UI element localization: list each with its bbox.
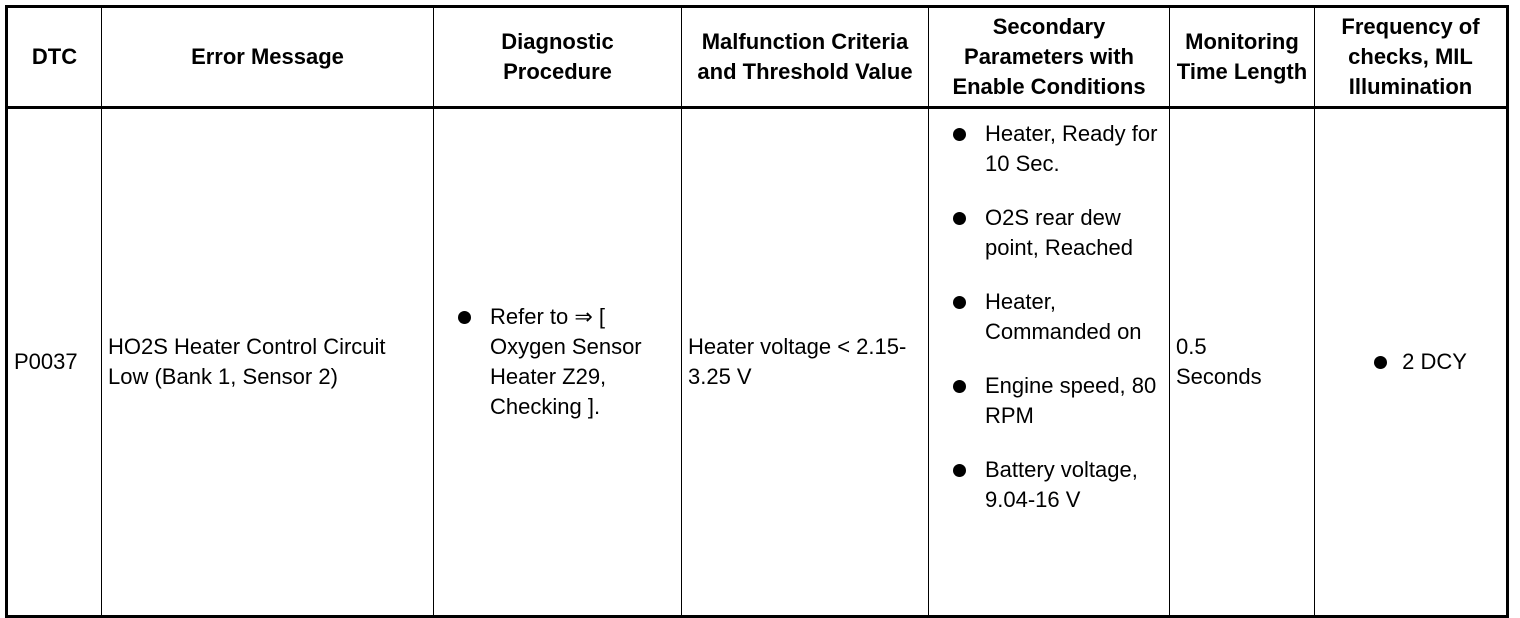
frequency-cell xyxy=(1315,108,1508,617)
header-malfunction-criteria: Malfunction Criteria and Threshold Value xyxy=(682,7,929,108)
list-item xyxy=(935,287,1163,347)
dtc-table xyxy=(5,5,1509,618)
frequency-text: 2 DCY xyxy=(1402,349,1467,374)
error-message: HO2S Heater Control Circuit Low (Bank 1, Sensor 2) xyxy=(102,108,434,617)
list-item xyxy=(1354,347,1467,377)
list-item xyxy=(935,371,1163,431)
header-dtc: DTC xyxy=(7,7,102,108)
bullet-icon xyxy=(458,311,471,324)
monitoring-time-text: 0.5 Seconds xyxy=(1176,334,1262,389)
list-item xyxy=(935,119,1163,179)
dtc-table-container xyxy=(5,5,1509,618)
list-item-text: Heater, Commanded on xyxy=(985,289,1142,344)
table-row xyxy=(7,108,1508,617)
malfunction-criteria: Heater voltage < 2.15-3.25 V xyxy=(682,108,929,617)
secondary-parameters-cell xyxy=(929,108,1170,617)
bullet-icon xyxy=(1374,356,1387,369)
bullet-icon xyxy=(953,212,966,225)
header-monitoring-time: Monitoring Time Length xyxy=(1170,7,1315,108)
bullet-icon xyxy=(953,464,966,477)
list-item-text: O2S rear dew point, Reached xyxy=(985,205,1133,260)
header-diagnostic-procedure: Diagnostic Procedure xyxy=(434,7,682,108)
list-item xyxy=(440,302,675,422)
list-item xyxy=(935,203,1163,263)
procedure-link-text: Refer to ⇒ [ Oxygen Sensor Heater Z29, Checking ]. xyxy=(490,304,642,419)
list-item xyxy=(935,455,1163,515)
list-item-text: Engine speed, 80 RPM xyxy=(985,373,1157,428)
header-error-message: Error Message xyxy=(102,7,434,108)
list-item-text: Battery voltage, 9.04-16 V xyxy=(985,457,1138,512)
monitoring-time xyxy=(1170,108,1315,617)
header-secondary-parameters: Secondary Parameters with Enable Conditions xyxy=(929,7,1170,108)
bullet-icon xyxy=(953,380,966,393)
secondary-parameters-list xyxy=(935,119,1163,515)
diagnostic-procedure-cell xyxy=(434,108,682,617)
frequency-list xyxy=(1354,347,1467,377)
header-frequency: Frequency of checks, MIL Illumination xyxy=(1315,7,1508,108)
list-item-text: Heater, Ready for 10 Sec. xyxy=(985,121,1158,176)
diagnostic-procedure-list xyxy=(440,302,675,422)
table-header-row xyxy=(7,7,1508,108)
bullet-icon xyxy=(953,296,966,309)
dtc-code: P0037 xyxy=(7,108,102,617)
bullet-icon xyxy=(953,128,966,141)
